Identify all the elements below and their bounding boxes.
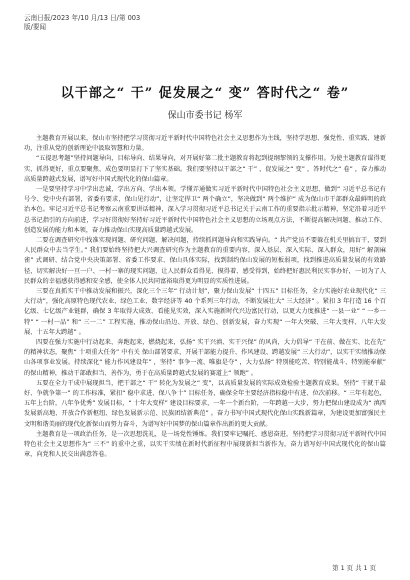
paragraph: “五提思考题”坚持问题导向，目标导向、结果导向，对开展好第二批主题教育将起到提纲挈领的支撑作用。为使主题教育谋得更实、抓得更好，重点要聚焦、成色要明显打下了坚实基础。我们要坚持以干部之“ 干” ，促发展之“ 变” ，答时代之“ 卷” ，奋力推动高质量跨越式发展，谱写好中国式现代化的保山篇章。 <box>24 155 386 183</box>
paragraph: 五要在全力干成中展现担当，把干部之“ 干” 转化为发展之“ 变”，以高质量发展的实际成效检验主题教育成果。坚持“ 干就干最好、争就争第一” 的工作标准，紧扣“ 稳中求进、保八争十” 目标任务，确保全年主要经济指标稳中有进、位次前移。“ 三年有起色，五年上台阶，八年争优秀” 发展目标，“ 十年大变样” 建设目标要求，一年一个新台阶，一年跨越一大步，努力把保山建设成为“ 滇西发展新高地、开放合作新枢纽、绿色发展新示范、民族团结新典范” 。奋力书写中国式现代化保山实践新篇章，为建设更加富强民主文明和谐美丽的现代化新保山而努力奋斗，为谱写好中国梦的保山篇章作出新的更大贡献。 <box>24 379 386 428</box>
article-title: 以干部之“ 干” 促发展之“ 变” 答时代之“ 卷” <box>60 86 350 101</box>
publication-meta <box>24 14 140 32</box>
section-line: 版/要闻 <box>24 23 47 31</box>
paragraph: 二要在调查研究中找准实现问题、研究问题、解决问题，持续抓问题导向和实践导向。“ 共产党员不要躲在机关里搞盲干，要到人民群众中去当学生。” 我们要始终坚持把大兴调查研究作为主题教育的重要内容，深入基层、深入实际、深入群众，用好“ 解剖麻雀” 式调研、结合党中央决策部署、省委工作要求、保山具体实际，找到制约保山发展的短板弱项，找到推进高质量发展的有效路径，切实解决好一亘一户、一村一寨的现实问题，让人民群众看得见、摸得着、感受得到，始终把好惠民利民实事办好，一切为了人民群众的幸福感获得感和安全感，使全体人民共同富裕取得更为明显的实质性进展。 <box>24 237 386 285</box>
source-line: 云南日报/2023 年/10 月/13 日/第 003 <box>24 14 141 22</box>
paragraph: 一是要坚持学习中学出忠诚，学出方向、学出本领。学懂弄通做实习近平新时代中国特色社会主义思想，做到“ 习近平总书记有号令、党中央有部署，省委有要求，保山见行动”，让坚定捍卫“ 两个确立”，坚决做到“ 两个维护” 成为保山市干部群众最鲜明的政治本色。牢记习近平总书记考察云南重要讲话精神，深入学习贯彻习近平总书记关于云南工作的重要指示批示精神，坚定沿着习近平总书记指引的方向前进，学习好贯彻好坚持好习近平新时代中国特色社会主义思想的立场观点方法，不断提高解决问题、推动工作、创造发展的能力和本领，奋力推动保山实现高质量跨越式发展。 <box>24 186 386 234</box>
paragraph: 四要在强力实施中行动起来、奔跑起来，燃烧起来，弘扬“ 实干兴滇、实干兴保” 的风尚，大力倡导“ 干在前、做在实、比在先” 的精神状态，聚焦“ 十项重大任务” 中有关 保山部署要求，开展干部能力提升、作风建设、跨越发展“ 三大行动”，以实干实绩推动保山各项事业发展。持续深化“ 能力作风建设年” ，坚持“ 事争一流、唯旗是夺” ，大力弘扬“ 特别能吃苦、特别能战斗、特别能奉献” 的保山精神，推动干部敢担当、善作为，勇于在高质量跨越式发展的赛道上“ 领跑” 。 <box>24 339 386 377</box>
paragraph: 主题教育开展以来，保山市坚持把学习贯彻习近平新时代中国特色社会主义思想作为主线，坚持学思想、强党性、重实践、建新功，注重从党的创新理论中汲取智慧和力量。 <box>24 135 386 153</box>
paragraph: 主题教育是一项政治任务，是一次思想洗礼，是一场党性锤炼。我们要牢记嘱托、感恩奋进，坚持把学习贯彻习近平新时代中国特色社会主义思想作为“ 三不” 的重中之重，以实干实绩在新时代新征程中展现新担当新作为，奋力谱写好中国式现代化的保山篇章，向党和人民交出满意答卷。 <box>24 430 386 459</box>
paragraph: 三要在真抓实干中推动发展和振兴，深化三个三年“ 行动计划”，聚力保山发展“ 十四五” 目标任务，全力实施好农业现代化“ 三大行动”，强化高原特色现代农业、绿色工业、数字经济等 40 个系列三年行动，不断发展壮大“ 三大经济” 。紧扣 3 年打造 16 个百亿级、七亿级产业链群，确保 3 年取得大成效、看能见实效，深入实施新时代兴边富民行动，以更大力度推进“ 一县一业” “ 一乡一特” “ 一村一品” 和“ 三一二” 工程实施，推动保山沿边、开放、绿色、创新发展，奋力实现“ 一年大突破、三年大变样、八年大发展、十五年大跨越” 。 <box>24 288 386 336</box>
article-body <box>24 134 386 461</box>
article-byline: 保山市委书记 杨军 <box>167 111 243 121</box>
page-number: 第 1 页 共 1 页 <box>332 564 376 572</box>
